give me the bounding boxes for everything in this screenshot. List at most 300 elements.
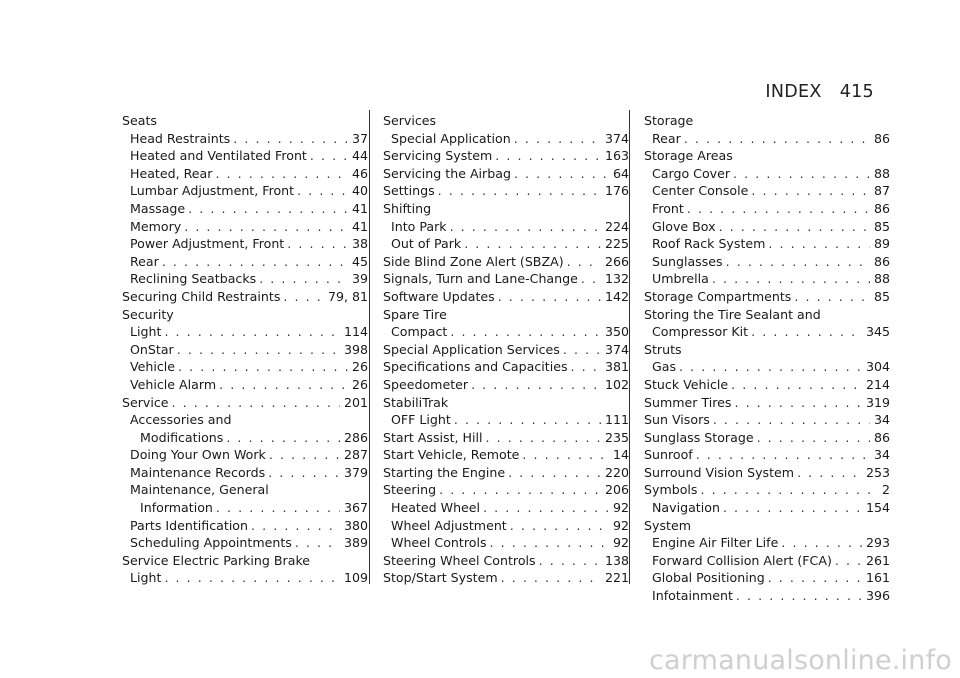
index-entry [122, 112, 368, 130]
index-entry [644, 394, 890, 412]
entry-page-number: 374 [604, 341, 629, 357]
index-entry [644, 218, 890, 236]
index-entry [383, 130, 629, 148]
dot-leader [768, 235, 870, 253]
index-entry [122, 429, 368, 447]
index-entry [644, 341, 890, 359]
index-entry [122, 270, 368, 288]
index-entry [383, 394, 629, 412]
index-entry [383, 341, 629, 359]
dot-leader [268, 464, 340, 482]
entry-page-number: 266 [604, 253, 629, 269]
dot-leader [172, 394, 340, 412]
dot-leader [490, 534, 609, 552]
entry-label: Service [122, 394, 169, 410]
entry-page-number: 253 [865, 464, 890, 480]
dot-leader [734, 394, 861, 412]
entry-label: OnStar [130, 341, 174, 357]
dot-leader [310, 147, 348, 165]
entry-label: Front [652, 200, 684, 216]
entry-page-number: 79, 81 [327, 288, 368, 304]
index-entry [383, 552, 629, 570]
dot-leader [450, 323, 601, 341]
dot-leader [581, 270, 601, 288]
entry-page-number: 132 [604, 271, 629, 287]
dot-leader [684, 130, 870, 148]
entry-page-number: 39 [351, 271, 368, 287]
index-entry [122, 306, 368, 324]
entry-page-number: 221 [604, 570, 629, 586]
dot-leader [713, 411, 870, 429]
entry-page-number: 92 [612, 517, 629, 533]
index-entry [644, 253, 890, 271]
entry-page-number: 381 [604, 359, 629, 375]
index-entry [644, 411, 890, 429]
entry-page-number: 34 [873, 412, 890, 428]
index-entry [383, 253, 629, 271]
entry-label: Stop/Start System [383, 570, 498, 586]
index-entry [122, 235, 368, 253]
entry-page-number: 2 [881, 482, 890, 498]
entry-page-number: 45 [351, 253, 368, 269]
entry-label: Securing Child Restraints [122, 288, 281, 304]
entry-page-number: 85 [873, 218, 890, 234]
index-entry [383, 464, 629, 482]
entry-label: Information [140, 500, 213, 516]
index-entry [383, 446, 629, 464]
index-entry [644, 429, 890, 447]
entry-page-number: 345 [865, 324, 890, 340]
dot-leader [567, 253, 601, 271]
entry-label: Stuck Vehicle [644, 376, 729, 392]
entry-label: Massage [130, 200, 186, 216]
index-entry [122, 182, 368, 200]
index-column-2 [383, 112, 629, 587]
dot-leader [723, 499, 862, 517]
dot-leader [719, 218, 870, 236]
index-entry [383, 569, 629, 587]
entry-label: Service Electric Parking Brake [122, 552, 311, 568]
dot-leader [731, 376, 862, 394]
entry-page-number: 86 [873, 130, 890, 146]
index-entry [383, 358, 629, 376]
index-entry [383, 534, 629, 552]
entry-page-number: 46 [351, 165, 368, 181]
entry-page-number: 206 [604, 482, 629, 498]
entry-label: Storage [644, 113, 694, 128]
entry-page-number: 88 [873, 165, 890, 181]
entry-page-number: 41 [351, 218, 368, 234]
entry-label: Center Console [652, 183, 749, 199]
index-entry [644, 130, 890, 148]
entry-label: Vehicle [130, 359, 176, 375]
dot-leader [733, 165, 870, 183]
dot-leader [164, 323, 340, 341]
dot-leader [219, 376, 348, 394]
dot-leader [226, 429, 340, 447]
dot-leader [269, 446, 340, 464]
entry-page-number: 87 [873, 183, 890, 199]
entry-page-number: 176 [604, 183, 629, 199]
entry-page-number: 44 [351, 148, 368, 164]
dot-leader [251, 517, 340, 535]
dot-leader [498, 288, 601, 306]
index-entry [383, 323, 629, 341]
entry-label: Settings [383, 183, 435, 199]
entry-label: Reclining Seatbacks [130, 271, 257, 287]
dot-leader [508, 464, 601, 482]
index-entry [122, 569, 368, 587]
dot-leader [794, 288, 870, 306]
entry-label: Global Positioning [652, 570, 765, 586]
entry-label: Speedometer [383, 376, 469, 392]
dot-leader [696, 446, 870, 464]
entry-page-number: 163 [604, 148, 629, 164]
entry-label: Maintenance, General [130, 482, 269, 498]
dot-leader [450, 218, 601, 236]
entry-page-number: 92 [612, 500, 629, 516]
entry-label: Surround Vision System [644, 464, 795, 480]
index-entry [383, 499, 629, 517]
dot-leader [571, 358, 601, 376]
entry-label: Power Adjustment, Front [130, 236, 285, 252]
entry-label: Vehicle Alarm [130, 376, 217, 392]
entry-label: Servicing System [383, 148, 493, 164]
index-entry [644, 534, 890, 552]
dot-leader [297, 182, 348, 200]
index-entry [644, 569, 890, 587]
page-number: 415 [839, 82, 874, 102]
entry-page-number: 92 [612, 535, 629, 551]
entry-page-number: 161 [865, 570, 890, 586]
entry-label: Glove Box [652, 218, 716, 234]
index-entry [644, 464, 890, 482]
entry-label: Rear [652, 130, 681, 146]
entry-label: Special Application Services [383, 341, 560, 357]
entry-page-number: 225 [604, 236, 629, 252]
entry-label: Wheel Adjustment [391, 517, 507, 533]
dot-leader [539, 552, 601, 570]
entry-page-number: 287 [343, 447, 368, 463]
entry-page-number: 102 [604, 376, 629, 392]
entry-label: Side Blind Zone Alert (SBZA) [383, 253, 564, 269]
index-entry [122, 200, 368, 218]
index-entry [122, 517, 368, 535]
dot-leader [687, 200, 870, 218]
dot-leader [464, 235, 601, 253]
index-column-1 [122, 112, 368, 587]
entry-page-number: 138 [604, 552, 629, 568]
index-entry [644, 182, 890, 200]
entry-label: Umbrella [652, 271, 709, 287]
entry-page-number: 398 [343, 341, 368, 357]
dot-leader [751, 182, 870, 200]
column-divider [369, 110, 370, 584]
index-entry [644, 165, 890, 183]
entry-page-number: 319 [865, 394, 890, 410]
index-entry [383, 429, 629, 447]
entry-label: Compact [391, 324, 448, 340]
dot-leader [751, 323, 862, 341]
index-column-3 [644, 112, 890, 605]
entry-page-number: 350 [604, 324, 629, 340]
entry-page-number: 89 [873, 236, 890, 252]
dot-leader [514, 130, 601, 148]
entry-label: Forward Collision Alert (FCA) [652, 552, 832, 568]
entry-label: Head Restraints [130, 130, 231, 146]
dot-leader [514, 165, 609, 183]
index-entry [644, 306, 890, 324]
index-entry [122, 288, 368, 306]
entry-page-number: 64 [612, 165, 629, 181]
entry-page-number: 286 [343, 429, 368, 445]
entry-page-number: 220 [604, 464, 629, 480]
dot-leader [471, 376, 601, 394]
watermark: carmanualsonline.info [649, 645, 952, 676]
dot-leader [563, 341, 601, 359]
entry-label: Heated Wheel [391, 500, 481, 516]
index-entry [122, 376, 368, 394]
entry-page-number: 26 [351, 376, 368, 392]
index-entry [383, 376, 629, 394]
entry-label: Modifications [140, 429, 224, 445]
index-entry [383, 270, 629, 288]
dot-leader [164, 569, 340, 587]
dot-leader [835, 552, 862, 570]
entry-label: Struts [644, 341, 682, 357]
dot-leader [768, 569, 862, 587]
entry-label: Specifications and Capacities [383, 359, 568, 375]
entry-page-number: 34 [873, 447, 890, 463]
entry-label: Wheel Controls [391, 535, 487, 551]
dot-leader [483, 499, 609, 517]
index-entry [122, 394, 368, 412]
entry-page-number: 235 [604, 429, 629, 445]
entry-label: Doing Your Own Work [130, 447, 266, 463]
index-entry [122, 147, 368, 165]
index-entry [383, 517, 629, 535]
index-entry [383, 147, 629, 165]
entry-page-number: 224 [604, 218, 629, 234]
entry-page-number: 374 [604, 130, 629, 146]
entry-label: Sunglasses [652, 253, 723, 269]
index-entry [644, 147, 890, 165]
entry-label: System [644, 517, 691, 533]
page-header [765, 82, 874, 102]
dot-leader [757, 429, 870, 447]
entry-label: StabiliTrak [383, 394, 449, 410]
index-entry [383, 288, 629, 306]
entry-label: Accessories and [130, 412, 232, 428]
entry-page-number: 304 [865, 359, 890, 375]
entry-label: Symbols [644, 482, 698, 498]
entry-page-number: 86 [873, 253, 890, 269]
entry-page-number: 214 [865, 376, 890, 392]
index-entry [644, 323, 890, 341]
entry-label: Sun Visors [644, 412, 710, 428]
entry-label: Navigation [652, 500, 720, 516]
dot-leader [726, 253, 870, 271]
index-entry [383, 182, 629, 200]
entry-label: OFF Light [391, 412, 451, 428]
index-entry [122, 130, 368, 148]
entry-label: Steering Wheel Controls [383, 552, 536, 568]
dot-leader [679, 358, 862, 376]
dot-leader [287, 235, 348, 253]
entry-label: Storage Areas [644, 148, 733, 164]
index-entry [644, 235, 890, 253]
entry-label: Servicing the Airbag [383, 165, 511, 181]
index-entry [644, 200, 890, 218]
index-entry [383, 218, 629, 236]
entry-label: Light [130, 324, 162, 340]
dot-leader [712, 270, 870, 288]
entry-label: Summer Tires [644, 394, 732, 410]
entry-page-number: 201 [343, 394, 368, 410]
index-entry [644, 270, 890, 288]
entry-page-number: 88 [873, 271, 890, 287]
dot-leader [501, 569, 601, 587]
column-divider [629, 110, 630, 584]
index-entry [122, 552, 368, 570]
index-entry [383, 200, 629, 218]
entry-page-number: 111 [604, 412, 629, 428]
section-title: INDEX [765, 82, 822, 102]
entry-label: Services [383, 113, 437, 128]
dot-leader [736, 587, 862, 605]
entry-label: Into Park [391, 218, 447, 234]
dot-leader [178, 358, 348, 376]
entry-page-number: 380 [343, 517, 368, 533]
index-entry [122, 499, 368, 517]
dot-leader [215, 165, 348, 183]
index-entry [383, 481, 629, 499]
dot-leader [454, 411, 601, 429]
entry-label: Signals, Turn and Lane-Change [383, 271, 578, 287]
entry-label: Seats [122, 113, 157, 128]
entry-page-number: 86 [873, 200, 890, 216]
entry-page-number: 154 [865, 500, 890, 516]
index-entry [383, 306, 629, 324]
dot-leader [495, 147, 601, 165]
entry-label: Parts Identification [130, 517, 248, 533]
entry-label: Storage Compartments [644, 288, 792, 304]
index-entry [122, 341, 368, 359]
entry-page-number: 41 [351, 200, 368, 216]
entry-label: Roof Rack System [652, 236, 766, 252]
entry-page-number: 109 [343, 570, 368, 586]
entry-page-number: 38 [351, 236, 368, 252]
entry-page-number: 114 [343, 324, 368, 340]
entry-label: Spare Tire [383, 306, 447, 322]
dot-leader [177, 341, 340, 359]
entry-label: Sunroof [644, 447, 693, 463]
entry-page-number: 261 [865, 552, 890, 568]
entry-page-number: 37 [351, 130, 368, 146]
entry-label: Scheduling Appointments [130, 535, 292, 551]
index-entry [644, 288, 890, 306]
entry-label: Shifting [383, 200, 432, 216]
index-entry [644, 358, 890, 376]
index-entry [122, 218, 368, 236]
dot-leader [162, 253, 348, 271]
index-entry [122, 446, 368, 464]
index-entry [122, 534, 368, 552]
index-entry [122, 411, 368, 429]
entry-label: Cargo Cover [652, 165, 731, 181]
entry-label: Engine Air Filter Life [652, 535, 779, 551]
entry-label: Starting the Engine [383, 464, 506, 480]
entry-label: Infotainment [652, 588, 733, 604]
index-entry [122, 253, 368, 271]
index-entry [122, 323, 368, 341]
entry-page-number: 367 [343, 500, 368, 516]
dot-leader [438, 182, 601, 200]
index-entry [644, 517, 890, 535]
entry-label: Compressor Kit [652, 324, 749, 340]
entry-label: Light [130, 570, 162, 586]
entry-label: Special Application [391, 130, 511, 146]
index-entry [644, 552, 890, 570]
index-entry [644, 446, 890, 464]
dot-leader [485, 429, 600, 447]
entry-page-number: 85 [873, 288, 890, 304]
index-entry [644, 481, 890, 499]
entry-label: Sunglass Storage [644, 429, 754, 445]
index-entry [644, 376, 890, 394]
entry-label: Out of Park [391, 236, 462, 252]
dot-leader [259, 270, 348, 288]
index-entry [644, 587, 890, 605]
index-entry [644, 112, 890, 130]
entry-label: Steering [383, 482, 437, 498]
dot-leader [781, 534, 862, 552]
index-entry [122, 358, 368, 376]
entry-page-number: 293 [865, 535, 890, 551]
entry-page-number: 142 [604, 288, 629, 304]
entry-page-number: 379 [343, 464, 368, 480]
entry-label: Start Vehicle, Remote [383, 447, 520, 463]
dot-leader [522, 446, 609, 464]
entry-label: Storing the Tire Sealant and [644, 306, 821, 322]
dot-leader [510, 517, 609, 535]
entry-page-number: 86 [873, 429, 890, 445]
dot-leader [283, 288, 324, 306]
index-entry [122, 481, 368, 499]
dot-leader [797, 464, 862, 482]
entry-page-number: 389 [343, 535, 368, 551]
dot-leader [700, 481, 878, 499]
entry-page-number: 14 [612, 447, 629, 463]
index-entry [644, 499, 890, 517]
index-entry [383, 112, 629, 130]
dot-leader [188, 200, 348, 218]
index-entry [383, 165, 629, 183]
dot-leader [439, 481, 601, 499]
entry-label: Memory [130, 218, 182, 234]
entry-label: Gas [652, 359, 677, 375]
entry-label: Heated and Ventilated Front [130, 148, 307, 164]
dot-leader [233, 130, 348, 148]
entry-label: Rear [130, 253, 159, 269]
entry-label: Heated, Rear [130, 165, 213, 181]
entry-label: Start Assist, Hill [383, 429, 483, 445]
dot-leader [216, 499, 340, 517]
entry-label: Lumbar Adjustment, Front [130, 183, 295, 199]
entry-label: Software Updates [383, 288, 495, 304]
entry-page-number: 26 [351, 359, 368, 375]
index-entry [383, 235, 629, 253]
